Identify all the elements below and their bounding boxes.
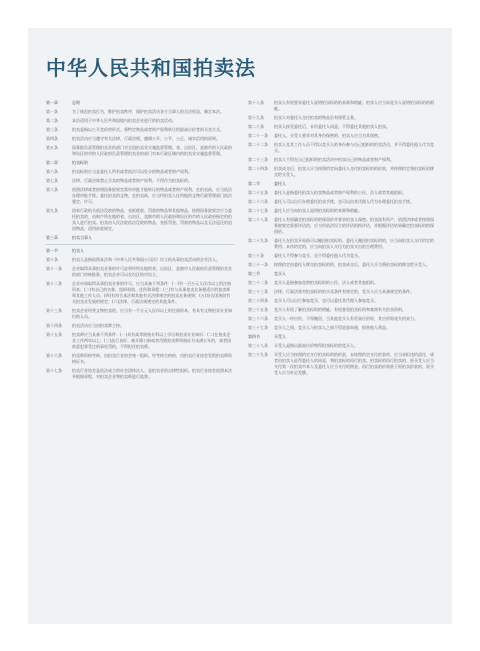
article-text: 委托人、买受人要求对其身份保密的，拍卖人应当为其保密。 — [274, 133, 382, 138]
article — [46, 353, 234, 365]
article-number: 第二十五条 — [248, 190, 268, 195]
article — [248, 133, 436, 139]
article-text: 竞买人是指参加竞购拍卖标的的公民、法人或者其他组织。 — [274, 280, 378, 285]
article-text: 拍卖师应当具备下列条件：(一)具有高等院校专科以上学历和拍卖专业知识；(二)在拍卖企业工作两年以上；(三)品行良好。被开除公职或者吊销拍卖师资格证书未满五年的，或者因故意犯罪受过刑事处罚的，不得担任拍卖师。 — [72, 332, 232, 349]
section-heading — [46, 235, 234, 241]
article-number: 第二十三条 — [248, 157, 268, 162]
article-number: 第二条 — [46, 118, 58, 123]
article-text: 企业取得从事拍卖业务的许可必须经所在地的省、自治区、直辖市人民政府负责管理拍卖业的部门审核批准。拍卖企业可以在设区的市设立。 — [72, 266, 232, 277]
section-title: 委托人 — [274, 181, 286, 186]
article-text: 委托人可以自行办理委托拍卖手续，也可以由其代理人代为办理委托拍卖手续。 — [274, 199, 414, 204]
article-text: 拍卖人接受委托后，未经委托人同意，不得委托其他拍卖人拍卖。 — [274, 124, 390, 129]
section-title: 拍卖人 — [72, 248, 84, 253]
article-number: 第二十一条 — [248, 133, 268, 138]
article-text: 竞买人一经应价，不得撤回，当其他竞买人有更高应价时，其应价即丧失约束力。 — [274, 316, 418, 321]
section-title: 买受人 — [274, 334, 286, 339]
section-heading — [248, 181, 436, 187]
article-number: 第十六条 — [46, 353, 62, 358]
article-number: 第八条 — [46, 187, 58, 192]
article-number: 第三十八条 — [248, 343, 268, 348]
article-text: 法律、行政法规对拍卖标的的买卖条件有规定的，竞买人应当具备规定的条件。 — [274, 289, 414, 294]
article-text: 委托人有权确定拍卖标的的保留价并要求拍卖人保密。拍卖国有资产，依照法律或者按照国务院规定需要评估的，应当经依法设立的评估机构评估，并根据评估结果确定拍卖标的的保留价。 — [274, 217, 434, 234]
article-text: 委托人是指委托拍卖人拍卖物品或者财产权利的公民、法人或者其他组织。 — [274, 190, 406, 195]
article — [46, 257, 234, 263]
article-number: 第十九条 — [248, 115, 264, 120]
article-text: 竞买人有权了解拍卖标的的瑕疵，有权查验拍卖标的和查阅有关拍卖资料。 — [274, 307, 406, 312]
article-text: 委托人在拍卖开始前可以撤回拍卖标的。委托人撤回拍卖标的的，应当向拍卖人支付约定的费用；未作约定的，应当向拍卖人支付为拍卖支出的合理费用。 — [274, 238, 434, 249]
article — [248, 253, 436, 259]
article-number: 第十四条 — [46, 323, 62, 328]
section-title: 拍卖标的 — [72, 160, 88, 165]
article-number: 第十八条 — [248, 100, 264, 105]
article-number: 第十五条 — [46, 332, 62, 337]
article-number: 第三十一条 — [248, 262, 268, 267]
article-number: 第九条 — [46, 208, 58, 213]
article — [248, 262, 436, 268]
article — [46, 368, 234, 380]
section-title: 拍卖当事人 — [72, 235, 92, 240]
article — [46, 127, 234, 133]
article-text: 法律、行政法规禁止买卖的物品或者财产权利，不得作为拍卖标的。 — [72, 178, 192, 183]
article-text: 按照约定由委托人移交拍卖标的的，拍卖成交后，委托人应当将拍卖标的移交给买受人。 — [274, 262, 430, 267]
article — [248, 124, 436, 130]
article-number: 第二十六条 — [248, 199, 268, 204]
section-title: 竞买人 — [274, 271, 286, 276]
article-number: 第三十五条 — [248, 307, 268, 312]
article-number: 第二十七条 — [248, 208, 268, 213]
section-heading — [46, 248, 234, 254]
article — [248, 238, 436, 250]
article-text: 拍卖活动应当遵守有关法律、行政法规，遵循公开、公平、公正、诚实信用的原则。 — [72, 136, 220, 141]
section-number: 第二章 — [46, 160, 58, 165]
section-number: 第三章 — [46, 235, 58, 240]
article-text: 竞买人之间、竞买人与拍卖人之间不得恶意串通，损害他人利益。 — [274, 325, 390, 330]
article — [46, 118, 234, 124]
article-number: 第六条 — [46, 169, 58, 174]
section-number: 第一节 — [46, 248, 58, 253]
article-text: 拍卖人是指依照本法和《中华人民共和国公司法》设立的从事拍卖活动的企业法人。 — [72, 257, 220, 262]
article — [46, 266, 234, 278]
article-number: 第二十八条 — [248, 217, 268, 222]
article-text: 委托人不得参与竞买，也不得委托他人代为竞买。 — [274, 253, 362, 258]
article-number: 第二十四条 — [248, 166, 268, 171]
article-text: 拍卖师资格考核，由拍卖行业协会统一组织。经考核合格的，由拍卖行业协会发给拍卖师资格证书。 — [72, 353, 232, 364]
article — [46, 281, 234, 305]
article-number: 第二十条 — [248, 124, 264, 129]
article-text: 拍卖活动应当由拍卖师主持。 — [72, 323, 124, 328]
article-number: 第一条 — [46, 109, 58, 114]
article-number: 第三条 — [46, 127, 58, 132]
article-number: 第二十二条 — [248, 142, 268, 147]
article-number: 第四条 — [46, 136, 58, 141]
section-number: 第三节 — [248, 271, 260, 276]
right-column — [248, 100, 436, 379]
section-title: 总则 — [72, 100, 80, 105]
article-text: 买受人应当按照约定支付拍卖标的的价款，未按照约定支付价款的，应当承担违约责任，或者由拍卖人征得委托人的同意，将拍卖标的再行拍卖。拍卖标的再行拍卖的，原买受人应当支付第一次拍卖中本人及委托人应当支付的佣金。再行拍卖的价款低于原拍卖价款的，原买受人应当补足差额。 — [274, 352, 434, 375]
article-number: 第三十条 — [248, 253, 264, 258]
article — [46, 145, 234, 157]
article-text: 拍卖企业经营文物拍卖的，应当有一千万元人民币以上的注册资本，有具有文物拍卖专业知识的人员。 — [72, 308, 232, 319]
article-number: 第十一条 — [46, 266, 62, 271]
article-text: 国务院负责管理拍卖业的部门对全国拍卖业实施监督管理。省、自治区、直辖市的人民政府和设区的市的人民政府负责管理拍卖业的部门对本行政区域内的拍卖业实施监督管理。 — [72, 145, 232, 156]
left-column — [46, 100, 234, 383]
article — [46, 332, 234, 350]
article — [46, 208, 234, 232]
article-number: 第三十六条 — [248, 316, 268, 321]
section-heading — [248, 271, 436, 277]
section-heading — [46, 100, 234, 106]
article-number: 第三十三条 — [248, 289, 268, 294]
article — [248, 100, 436, 112]
article-number: 第三十四条 — [248, 298, 268, 303]
article-text: 竞买人可以自行参加竞买，也可以委托其代理人参加竞买。 — [274, 298, 378, 303]
article-text: 委托人应当向拍卖人说明拍卖标的的来源和瑕疵。 — [274, 208, 362, 213]
article — [248, 142, 436, 154]
article-text: 本法适用于中华人民共和国境内拍卖企业进行的拍卖活动。 — [72, 118, 176, 123]
article — [248, 190, 436, 196]
article-text: 买受人是指以最高应价购得拍卖标的的竞买人。 — [274, 343, 358, 348]
section-number: 第四节 — [248, 334, 260, 339]
section-heading — [46, 160, 234, 166]
article — [248, 217, 436, 235]
section-heading — [248, 334, 436, 340]
article — [248, 157, 436, 163]
article — [248, 289, 436, 295]
article-number: 第十条 — [46, 257, 58, 262]
article-text: 企业申请取得从事拍卖业务的许可，应当具备下列条件：(一)有一百万元人民币以上的注册资本；(二)有自己的名称、组织机构、住所和章程；(三)有与从事拍卖业务相适应的拍卖师和其他工作人员；(四)有符合本法和其他有关法律规定的拍卖业务规则；(五)符合国务院有关拍卖业发展的规定；(六)法律、行政法规规定的其他条件。 — [72, 281, 232, 304]
article — [46, 308, 234, 320]
article-number: 第十七条 — [46, 368, 62, 373]
article — [248, 166, 436, 178]
article-text: 拍卖人有权要求委托人说明拍卖标的的来源和瑕疵。拍卖人应当向竞买人说明拍卖标的的瑕疵。 — [274, 100, 434, 111]
article-number: 第三十九条 — [248, 352, 268, 357]
article — [46, 169, 234, 175]
article-text: 拍卖人及其工作人员不得以竞买人的身份参与自己组织的拍卖活动，并不得委托他人代为竞买。 — [274, 142, 434, 153]
article-number: 第三十七条 — [248, 325, 268, 330]
article-text: 拍卖行业协会是依法成立的社会团体法人，是拍卖业的自律性组织。拍卖行业协会依照本法并根据章程，对拍卖企业和拍卖师进行监督。 — [72, 368, 232, 379]
article-text: 为了规范拍卖行为，维护拍卖秩序，保护拍卖活动各方当事人的合法权益，制定本法。 — [72, 109, 224, 114]
article-number: 第二十九条 — [248, 238, 268, 243]
article-text: 拍卖是指以公开竞价的形式，将特定物品或者财产权利转让给最高应价者的买卖方式。 — [72, 127, 224, 132]
article — [46, 136, 234, 142]
article-number: 第七条 — [46, 178, 58, 183]
article-text: 拍卖成交后，拍卖人应当按照约定向委托人交付拍卖标的的价款，并按照约定将拍卖标的移交给买受人。 — [274, 166, 434, 177]
section-number: 第二节 — [248, 181, 260, 186]
article — [46, 323, 234, 329]
article-number: 第五条 — [46, 145, 58, 150]
article-text: 拍卖人对委托人交付拍卖的物品负有保管义务。 — [274, 115, 358, 120]
article-text: 拍卖人不得在自己组织的拍卖活动中拍卖自己的物品或者财产权利。 — [274, 157, 394, 162]
article — [248, 208, 436, 214]
article-number: 第三十二条 — [248, 280, 268, 285]
article — [248, 325, 436, 331]
article-number: 第十二条 — [46, 281, 62, 286]
section-divider — [46, 244, 234, 245]
article-text: 依照法律或者按照国务院规定需经审批才能转让的物品或者财产权利，在拍卖前，应当依法办理审批手续。委托拍卖的文物，在拍卖前，应当经拍卖人住所地的文物行政管理部门依法鉴定、许可。 — [72, 187, 232, 204]
article — [248, 199, 436, 205]
article — [248, 298, 436, 304]
article — [248, 343, 436, 349]
article-text: 拍卖标的应当是委托人所有或者依法可以处分的物品或者财产权利。 — [72, 169, 192, 174]
article — [46, 187, 234, 205]
section-number: 第一章 — [46, 100, 58, 105]
article-number: 第十三条 — [46, 308, 62, 313]
document-title: 中华人民共和国拍卖法 — [46, 56, 256, 80]
article — [46, 178, 234, 184]
article — [248, 115, 436, 121]
article — [248, 280, 436, 286]
article-text: 国家行政机关依法没收的物品，充抵税款、罚款的物品和其他物品，按照国务院规定应当委托拍卖的，由财产所在地的省、自治区、直辖市的人民政府和设区的市的人民政府指定的拍卖人进行拍卖。拍卖由人民法院依法没收的物品，充抵罚金、罚款的物品以及无法返还的追回物品，适用前款规定。 — [72, 208, 232, 231]
article — [248, 307, 436, 313]
article — [248, 352, 436, 376]
article — [46, 109, 234, 115]
article — [248, 316, 436, 322]
document-page — [28, 28, 452, 624]
